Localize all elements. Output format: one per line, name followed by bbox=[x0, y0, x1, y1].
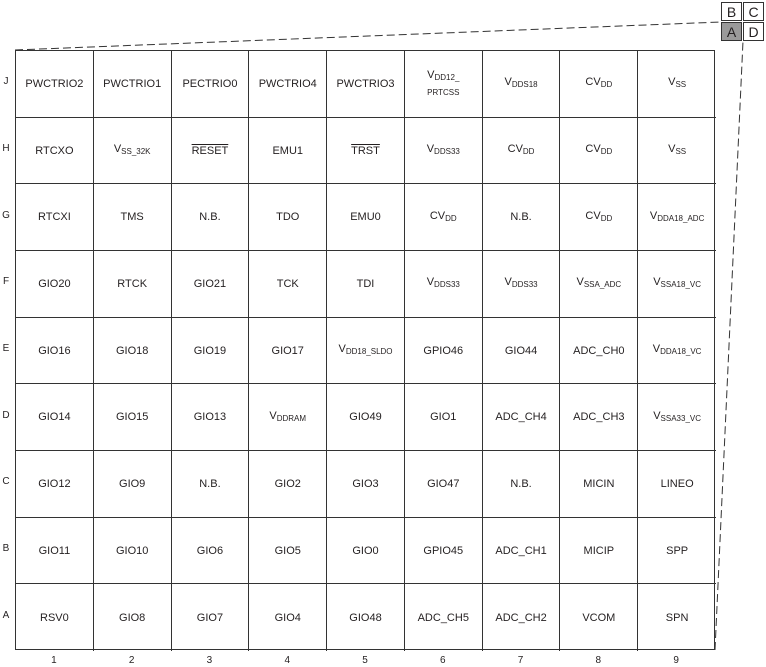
row-label-E: E bbox=[2, 343, 10, 354]
ball-J9: $V_{SS}$ bbox=[638, 51, 716, 118]
ball-A2: GIO8 bbox=[94, 584, 172, 651]
ball-B4: GIO5 bbox=[249, 518, 327, 585]
ball-C3: N.B. bbox=[172, 451, 250, 518]
ball-F1: GIO20 bbox=[16, 251, 94, 318]
ball-D8: ADC_CH3 bbox=[560, 384, 638, 451]
ball-D9: $V_{SSA33\_VC}$ bbox=[638, 384, 716, 451]
ball-G9: $V_{DDA18\_ADC}$ bbox=[638, 184, 716, 251]
ball-J7: $V_{DDS18}$ bbox=[483, 51, 561, 118]
ball-J8: $CV_{DD}$ bbox=[560, 51, 638, 118]
quadrant-a-selected: A bbox=[721, 22, 742, 41]
ball-C8: MICIN bbox=[560, 451, 638, 518]
ball-C4: GIO2 bbox=[249, 451, 327, 518]
row-label-F: F bbox=[2, 276, 10, 288]
ball-J3: PECTRIO0 bbox=[172, 51, 250, 118]
ball-G6: $CV_{DD}$ bbox=[405, 184, 483, 251]
ball-G1: RTCXI bbox=[16, 184, 94, 251]
ball-F8: $V_{SSA\_ADC}$ bbox=[560, 251, 638, 318]
ball-E1: GIO16 bbox=[16, 318, 94, 385]
ball-J4: PWCTRIO4 bbox=[249, 51, 327, 118]
ball-F9: $V_{SSA18\_VC}$ bbox=[638, 251, 716, 318]
ball-A7: ADC_CH2 bbox=[483, 584, 561, 651]
ball-E4: GIO17 bbox=[249, 318, 327, 385]
quadrant-b: B bbox=[721, 2, 742, 21]
row-label-D: D bbox=[2, 409, 10, 421]
ball-G3: N.B. bbox=[172, 184, 250, 251]
ball-A5: GIO48 bbox=[327, 584, 405, 651]
ball-A1: RSV0 bbox=[16, 584, 94, 651]
quadrant-c: C bbox=[743, 2, 764, 21]
ball-E3: GIO19 bbox=[172, 318, 250, 385]
ball-C7: N.B. bbox=[483, 451, 561, 518]
ball-G2: TMS bbox=[94, 184, 172, 251]
row-label-H: H bbox=[2, 143, 10, 154]
ball-B2: GIO10 bbox=[94, 518, 172, 585]
ball-H7: $CV_{DD}$ bbox=[483, 118, 561, 185]
row-label-G: G bbox=[2, 209, 10, 221]
ball-H1: RTCXO bbox=[16, 118, 94, 185]
ball-D2: GIO15 bbox=[94, 384, 172, 451]
ball-F4: TCK bbox=[249, 251, 327, 318]
col-label-7: 7 bbox=[517, 655, 524, 666]
ball-grid bbox=[15, 50, 715, 650]
ball-C2: GIO9 bbox=[94, 451, 172, 518]
ball-D5: GIO49 bbox=[327, 384, 405, 451]
col-label-2: 2 bbox=[128, 655, 135, 666]
quadrant-d: D bbox=[743, 22, 764, 41]
ball-D4: $V_{DDRAM}$ bbox=[249, 384, 327, 451]
col-label-6: 6 bbox=[439, 655, 446, 666]
col-label-3: 3 bbox=[206, 655, 213, 666]
ball-H5: TRST bbox=[327, 118, 405, 185]
ball-B7: ADC_CH1 bbox=[483, 518, 561, 585]
ball-B9: SPP bbox=[638, 518, 716, 585]
ball-A9: SPN bbox=[665, 611, 689, 624]
ball-H4: EMU1 bbox=[249, 118, 327, 185]
ball-B5: GIO0 bbox=[327, 518, 405, 585]
ball-G8: $CV_{DD}$ bbox=[560, 184, 638, 251]
ball-E5: $V_{DD18\_SLDO}$ bbox=[327, 318, 405, 385]
row-label-C: C bbox=[2, 476, 10, 488]
ball-B3: GIO6 bbox=[172, 518, 250, 585]
ball-E6: GPIO46 bbox=[405, 318, 483, 385]
ball-F7: $V_{DDS33}$ bbox=[483, 251, 561, 318]
ball-D1: GIO14 bbox=[16, 384, 94, 451]
ball-D3: GIO13 bbox=[172, 384, 250, 451]
ball-H3: RESET bbox=[172, 118, 250, 185]
col-label-9: 9 bbox=[673, 655, 679, 666]
row-label-B: B bbox=[2, 543, 10, 554]
ball-A6: ADC_CH5 bbox=[405, 584, 483, 651]
ball-H8: $CV_{DD}$ bbox=[560, 118, 638, 185]
row-label-J: J bbox=[3, 76, 9, 88]
ball-C6: GIO47 bbox=[405, 451, 483, 518]
ball-D7: ADC_CH4 bbox=[483, 384, 561, 451]
ball-J2: PWCTRIO1 bbox=[94, 51, 172, 118]
col-label-1: 1 bbox=[51, 655, 57, 666]
ball-C1: GIO12 bbox=[16, 451, 94, 518]
col-label-4: 4 bbox=[284, 655, 290, 666]
ball-E9: $V_{DDA18\_VC}$ bbox=[638, 318, 716, 385]
col-label-8: 8 bbox=[595, 655, 602, 666]
ball-A4: GIO4 bbox=[249, 584, 327, 651]
row-label-A: A bbox=[2, 609, 10, 621]
ball-E8: ADC_CH0 bbox=[560, 318, 638, 385]
ball-G5: EMU0 bbox=[327, 184, 405, 251]
ball-H6: $V_{DDS33}$ bbox=[405, 118, 483, 185]
ball-F5: TDI bbox=[327, 251, 405, 318]
ball-J6: $V_{DD12\_}$ PRTCSS bbox=[405, 51, 483, 118]
ball-A3: GIO7 bbox=[172, 584, 250, 651]
ball-H2: $V_{SS\_32K}$ bbox=[94, 118, 172, 185]
ball-A8: VCOM bbox=[560, 584, 638, 651]
ball-E2: GIO18 bbox=[94, 318, 172, 385]
ball-D6: GIO1 bbox=[405, 384, 483, 451]
ball-J5: PWCTRIO3 bbox=[327, 51, 405, 118]
ball-C9: LINEO bbox=[638, 451, 716, 518]
ball-J1: PWCTRIO2 bbox=[16, 51, 94, 118]
col-label-5: 5 bbox=[362, 655, 368, 666]
ball-F6: $V_{DDS33}$ bbox=[405, 251, 483, 318]
ball-B8: MICIP bbox=[560, 518, 638, 585]
ball-B6: GPIO45 bbox=[405, 518, 483, 585]
ball-E7: GIO44 bbox=[483, 318, 561, 385]
ball-F2: RTCK bbox=[94, 251, 172, 318]
ball-F3: GIO21 bbox=[172, 251, 250, 318]
ball-C5: GIO3 bbox=[327, 451, 405, 518]
ball-B1: GIO11 bbox=[16, 518, 94, 585]
ball-G7: N.B. bbox=[483, 184, 561, 251]
ball-G4: TDO bbox=[249, 184, 327, 251]
ball-H9: $V_{SS}$ bbox=[638, 118, 716, 185]
